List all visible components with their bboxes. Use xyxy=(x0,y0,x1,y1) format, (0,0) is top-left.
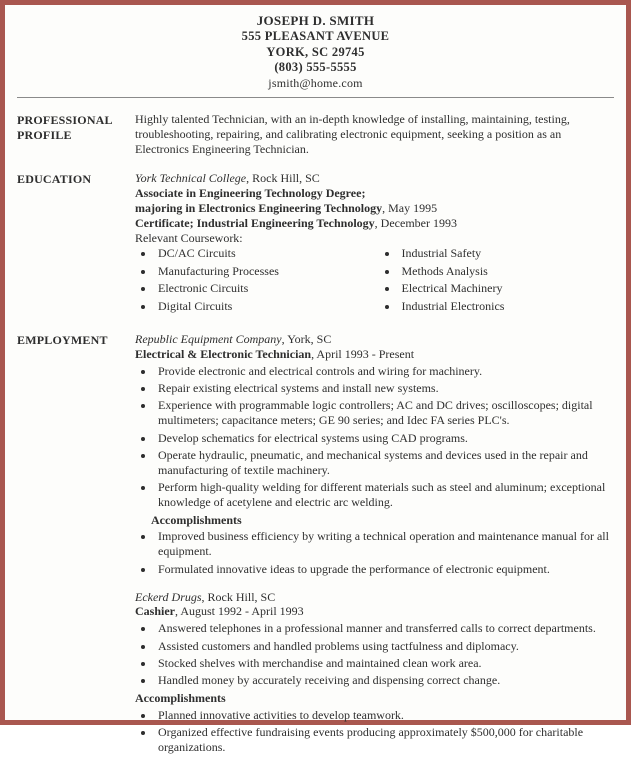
education-content xyxy=(135,171,614,318)
job-dates: , August 1992 - April 1993 xyxy=(175,604,304,619)
city-state-zip-line: YORK, SC 29745 xyxy=(266,44,365,59)
section-professional-profile xyxy=(17,112,614,157)
job-duty-list xyxy=(155,621,614,688)
job-duty-item: • Assisted customers and handled problems using tactfulness and diplomacy. xyxy=(155,639,614,654)
job-duty-item: • Repair existing electrical systems and install new systems. xyxy=(155,381,614,396)
job-duty-item: • Handled money by accurately receiving and dispensing correct change. xyxy=(155,673,614,688)
job-title: Cashier xyxy=(135,604,175,619)
accomplishments-list xyxy=(155,529,614,576)
coursework-item: • Digital Circuits xyxy=(155,299,371,314)
accomplishment-item: • Formulated innovative ideas to upgrade the performance of electronic equipment. xyxy=(155,562,614,577)
accomplishment-item: • Planned innovative activities to develop teamwork. xyxy=(155,708,614,723)
degree-line-2 xyxy=(135,201,614,216)
job-duty-item: • Operate hydraulic, pneumatic, and mechanical systems and devices used in the repair and manufacturing of textile machinery. xyxy=(155,448,614,478)
employment-label: EMPLOYMENT xyxy=(17,332,108,347)
professional-profile-content xyxy=(135,112,614,157)
coursework-item: • Electronic Circuits xyxy=(155,281,371,296)
job-title-line xyxy=(135,604,614,619)
accomplishment-item: • Improved business efficiency by writing a technical operation and maintenance manual for all equipment. xyxy=(155,529,614,559)
job-location: , Rock Hill, SC xyxy=(201,589,276,604)
job-dates: , April 1993 - Present xyxy=(311,346,415,361)
coursework-item: • Manufacturing Processes xyxy=(155,264,371,279)
coursework-item: • Industrial Electronics xyxy=(399,299,615,314)
email-line: jsmith@home.com xyxy=(268,75,363,90)
job-entry-eckerd-drugs xyxy=(135,590,614,755)
job-duty-item: • Provide electronic and electrical controls and wiring for machinery. xyxy=(155,364,614,379)
coursework-list-left xyxy=(155,246,371,316)
professional-profile-label xyxy=(17,112,129,157)
resume-header xyxy=(17,13,614,90)
job-company-line xyxy=(135,332,614,347)
school-line xyxy=(135,171,614,186)
accomplishments-heading: Accomplishments xyxy=(151,512,242,527)
coursework-item: • Industrial Safety xyxy=(399,246,615,261)
label-line-2: PROFILE xyxy=(17,128,72,143)
job-location: , York, SC xyxy=(281,331,332,346)
school-location: , Rock Hill, SC xyxy=(246,171,320,186)
coursework-item: • DC/AC Circuits xyxy=(155,246,371,261)
school-name: York Technical College xyxy=(135,171,247,186)
job-company: Eckerd Drugs xyxy=(135,589,202,604)
coursework-heading: Relevant Coursework: xyxy=(135,230,243,245)
accomplishment-item: • Organized effective fundraising events producing approximately $500,000 for charitable organizations. xyxy=(155,725,614,755)
person-name: JOSEPH D. SMITH xyxy=(256,13,375,28)
accomplishments-list xyxy=(155,708,614,755)
coursework-columns xyxy=(135,246,614,318)
certificate-line xyxy=(135,216,614,231)
job-duty-item: • Answered telephones in a professional manner and transferred calls to correct departments. xyxy=(155,621,614,636)
address-line: 555 PLEASANT AVENUE xyxy=(241,29,390,44)
job-duty-item: • Perform high-quality welding for different materials such as steel and aluminum; exceptional knowledge of acetylene and electric arc welding. xyxy=(155,480,614,510)
job-title: Electrical & Electronic Technician xyxy=(135,346,312,361)
job-title-line xyxy=(135,347,614,362)
degree-line-1: Associate in Engineering Technology Degree; xyxy=(135,185,366,200)
job-company: Republic Equipment Company xyxy=(135,331,282,346)
job-company-line xyxy=(135,590,614,605)
job-duty-item: • Develop schematics for electrical systems using CAD programs. xyxy=(155,431,614,446)
employment-content xyxy=(135,332,614,757)
coursework-list-right xyxy=(399,246,615,316)
coursework-item: • Methods Analysis xyxy=(399,264,615,279)
job-duty-item: • Experience with programmable logic controllers; AC and DC drives; oscilloscopes; digital multimeters; capacitance meters; GE 90 series; and Idec FA series PLC's. xyxy=(155,398,614,428)
phone-line: (803) 555-5555 xyxy=(274,60,357,75)
certificate-title: Certificate; Industrial Engineering Technology xyxy=(135,215,375,230)
certificate-date: , December 1993 xyxy=(374,215,457,230)
label-line-1: PROFESSIONAL xyxy=(17,113,113,128)
section-employment xyxy=(17,332,614,757)
job-duty-list xyxy=(155,364,614,510)
job-duty-item: • Stocked shelves with merchandise and maintained clean work area. xyxy=(155,656,614,671)
profile-summary-text: Highly talented Technician, with an in-depth knowledge of installing, maintaining, testing, troubleshooting, repairing, and calibrating electronic equipment, seeking a position as an Electronics Engineering Technician. xyxy=(135,112,570,157)
degree-date: , May 1995 xyxy=(382,200,438,215)
section-education xyxy=(17,171,614,318)
education-label: EDUCATION xyxy=(17,172,92,187)
coursework-item: • Electrical Machinery xyxy=(399,281,615,296)
accomplishments-heading: Accomplishments xyxy=(135,690,226,705)
header-divider xyxy=(17,97,614,98)
job-entry-republic-equipment xyxy=(135,332,614,577)
degree-major: majoring in Electronics Engineering Technology xyxy=(135,200,383,215)
